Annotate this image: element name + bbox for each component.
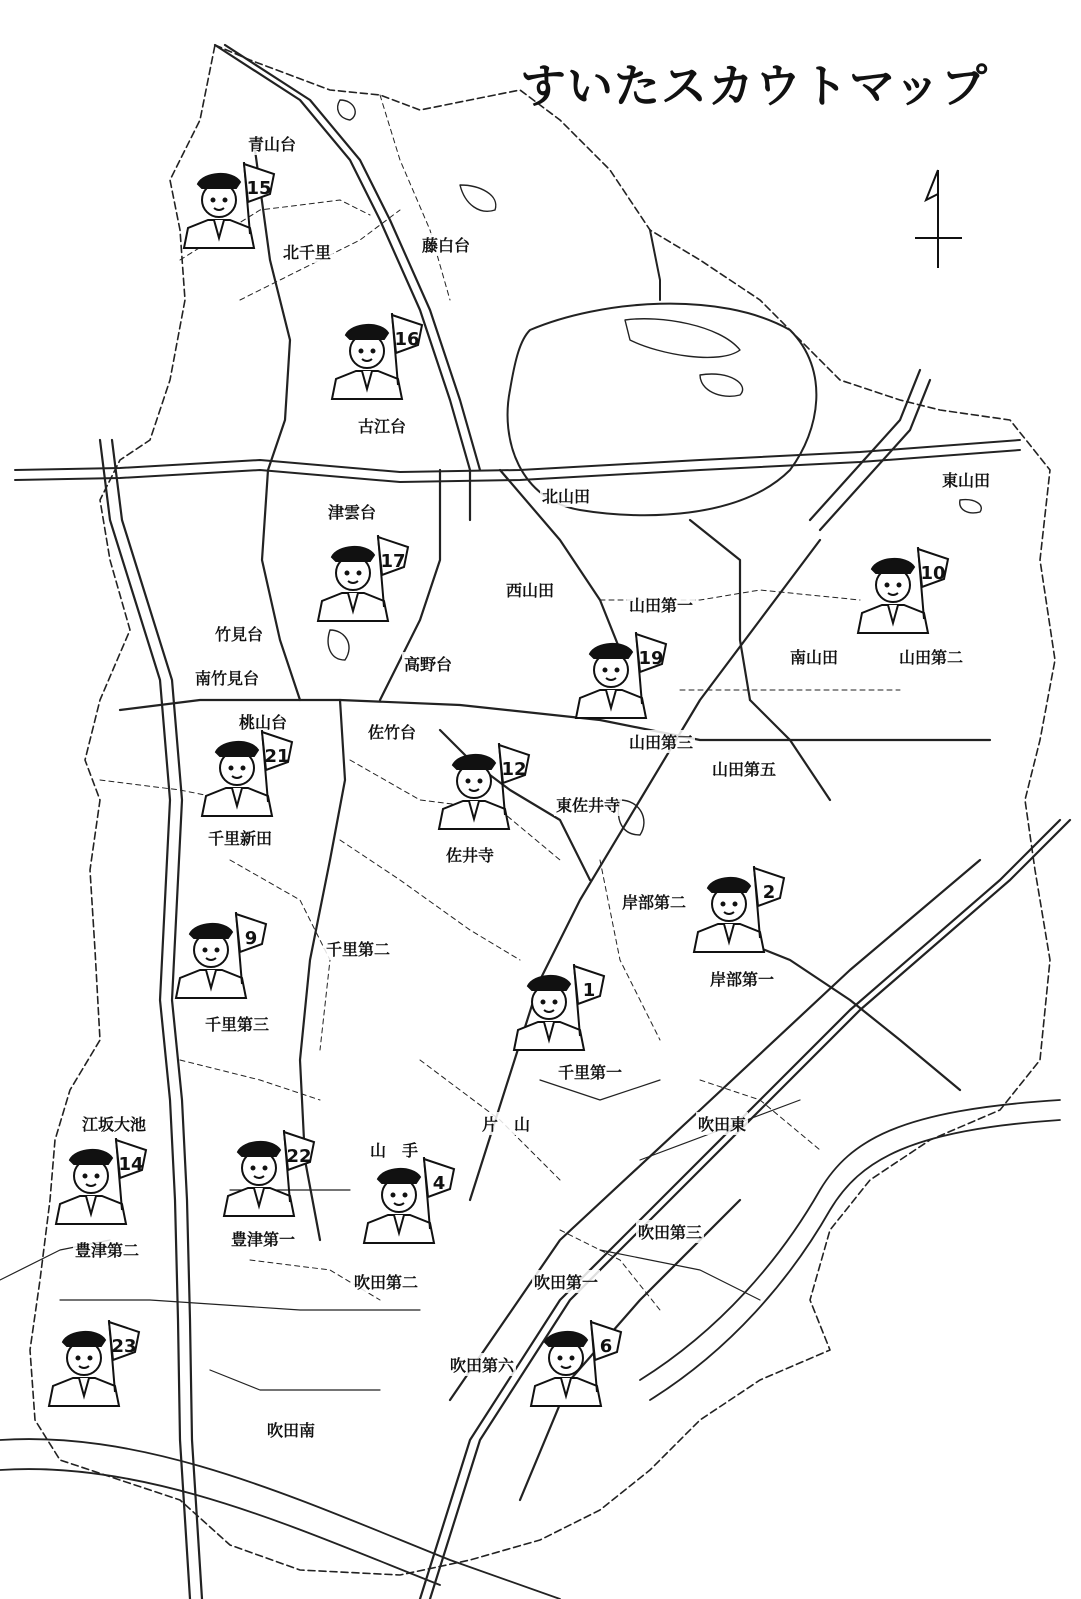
area-label-aoyamadai: 青山台	[246, 132, 298, 155]
scout-marker[interactable]	[45, 1320, 145, 1410]
group-number: 9	[244, 928, 258, 949]
scout-marker[interactable]	[510, 964, 610, 1054]
area-label-nishiyamada: 西山田	[504, 578, 556, 601]
scout-marker[interactable]	[52, 1138, 152, 1228]
area-label-minamiyamada: 南山田	[788, 645, 840, 668]
area-label-senri-daiichi: 千里第一	[556, 1060, 624, 1083]
area-label-suita-higashi: 吹田東	[696, 1112, 748, 1135]
area-label-kitayamada: 北山田	[540, 484, 592, 507]
area-label-higashiyamada: 東山田	[940, 468, 992, 491]
area-label-senrishinden: 千里新田	[206, 826, 274, 849]
area-label-kishibe-daini: 岸部第二	[620, 890, 688, 913]
area-label-senri-daisan: 千里第三	[203, 1012, 271, 1035]
scout-with-flag-icon	[45, 1320, 145, 1410]
scout-marker[interactable]	[314, 535, 414, 625]
area-label-suita-daiichi: 吹田第一	[532, 1270, 600, 1293]
scout-marker[interactable]	[180, 162, 280, 252]
area-label-suita-dairoku: 吹田第六	[448, 1353, 516, 1376]
group-number: 12	[501, 759, 527, 780]
group-number: 19	[638, 648, 664, 669]
area-label-yamada-daisan: 山田第三	[627, 730, 695, 753]
group-number: 22	[286, 1146, 312, 1167]
scout-with-flag-icon	[52, 1138, 152, 1228]
area-label-yamate: 山 手	[368, 1138, 420, 1161]
scout-with-flag-icon	[172, 912, 272, 1002]
group-number: 4	[432, 1173, 446, 1194]
scout-with-flag-icon	[435, 743, 535, 833]
area-label-toyotsu-daini: 豊津第二	[73, 1238, 141, 1261]
group-number: 16	[394, 329, 420, 350]
area-label-yamada-daini: 山田第二	[897, 645, 965, 668]
scout-with-flag-icon	[510, 964, 610, 1054]
area-label-katayama: 片 山	[480, 1112, 532, 1135]
group-number: 1	[582, 980, 596, 1001]
group-number: 21	[264, 746, 290, 767]
area-label-takemidai: 竹見台	[213, 622, 265, 645]
scout-with-flag-icon	[854, 547, 954, 637]
area-label-higashisaiji: 東佐井寺	[554, 793, 622, 816]
area-label-tsukumodai: 津雲台	[326, 500, 378, 523]
scout-marker[interactable]	[854, 547, 954, 637]
scout-with-flag-icon	[360, 1157, 460, 1247]
group-number: 17	[380, 551, 406, 572]
scout-marker[interactable]	[435, 743, 535, 833]
area-label-yamada-daiichi: 山田第一	[627, 593, 695, 616]
area-label-yamada-daigo: 山田第五	[710, 757, 778, 780]
group-number: 2	[762, 882, 776, 903]
map-title: すいたスカウトマップ	[520, 59, 989, 113]
area-label-kitasenri: 北千里	[281, 240, 333, 263]
group-number: 14	[118, 1154, 144, 1175]
area-label-senri-daini: 千里第二	[324, 937, 392, 960]
ponds	[328, 100, 981, 835]
scout-with-flag-icon	[314, 535, 414, 625]
group-number: 6	[599, 1336, 613, 1357]
area-label-momoyamadai: 桃山台	[237, 710, 289, 733]
group-number: 15	[246, 178, 272, 199]
scout-marker[interactable]	[690, 866, 790, 956]
scout-marker[interactable]	[172, 912, 272, 1002]
scout-marker[interactable]	[527, 1320, 627, 1410]
scout-marker[interactable]	[572, 632, 672, 722]
area-label-satakedai: 佐竹台	[366, 720, 418, 743]
area-label-esakaoike: 江坂大池	[80, 1112, 148, 1135]
scout-with-flag-icon	[328, 313, 428, 403]
scout-with-flag-icon	[180, 162, 280, 252]
area-label-suita-daini: 吹田第二	[352, 1270, 420, 1293]
scout-marker[interactable]	[220, 1130, 320, 1220]
area-label-saiji: 佐井寺	[444, 843, 496, 866]
area-label-minamitakemidai: 南竹見台	[193, 666, 261, 689]
scout-with-flag-icon	[690, 866, 790, 956]
scout-with-flag-icon	[198, 730, 298, 820]
area-label-kishibe-daiichi: 岸部第一	[708, 967, 776, 990]
scout-with-flag-icon	[527, 1320, 627, 1410]
north-arrow-icon	[915, 170, 962, 268]
area-label-furuedai: 古江台	[356, 414, 408, 437]
area-label-suita-minami: 吹田南	[265, 1418, 317, 1441]
area-label-fujishirodai: 藤白台	[420, 233, 472, 256]
area-label-suita-daisan: 吹田第三	[636, 1220, 704, 1243]
group-number: 23	[111, 1336, 137, 1357]
scout-with-flag-icon	[220, 1130, 320, 1220]
group-number: 10	[920, 563, 946, 584]
scout-marker[interactable]	[328, 313, 428, 403]
scout-marker[interactable]	[360, 1157, 460, 1247]
scout-with-flag-icon	[572, 632, 672, 722]
area-label-koyadai: 高野台	[402, 652, 454, 675]
area-label-toyotsu-daiichi: 豊津第一	[229, 1227, 297, 1250]
scout-marker[interactable]	[198, 730, 298, 820]
